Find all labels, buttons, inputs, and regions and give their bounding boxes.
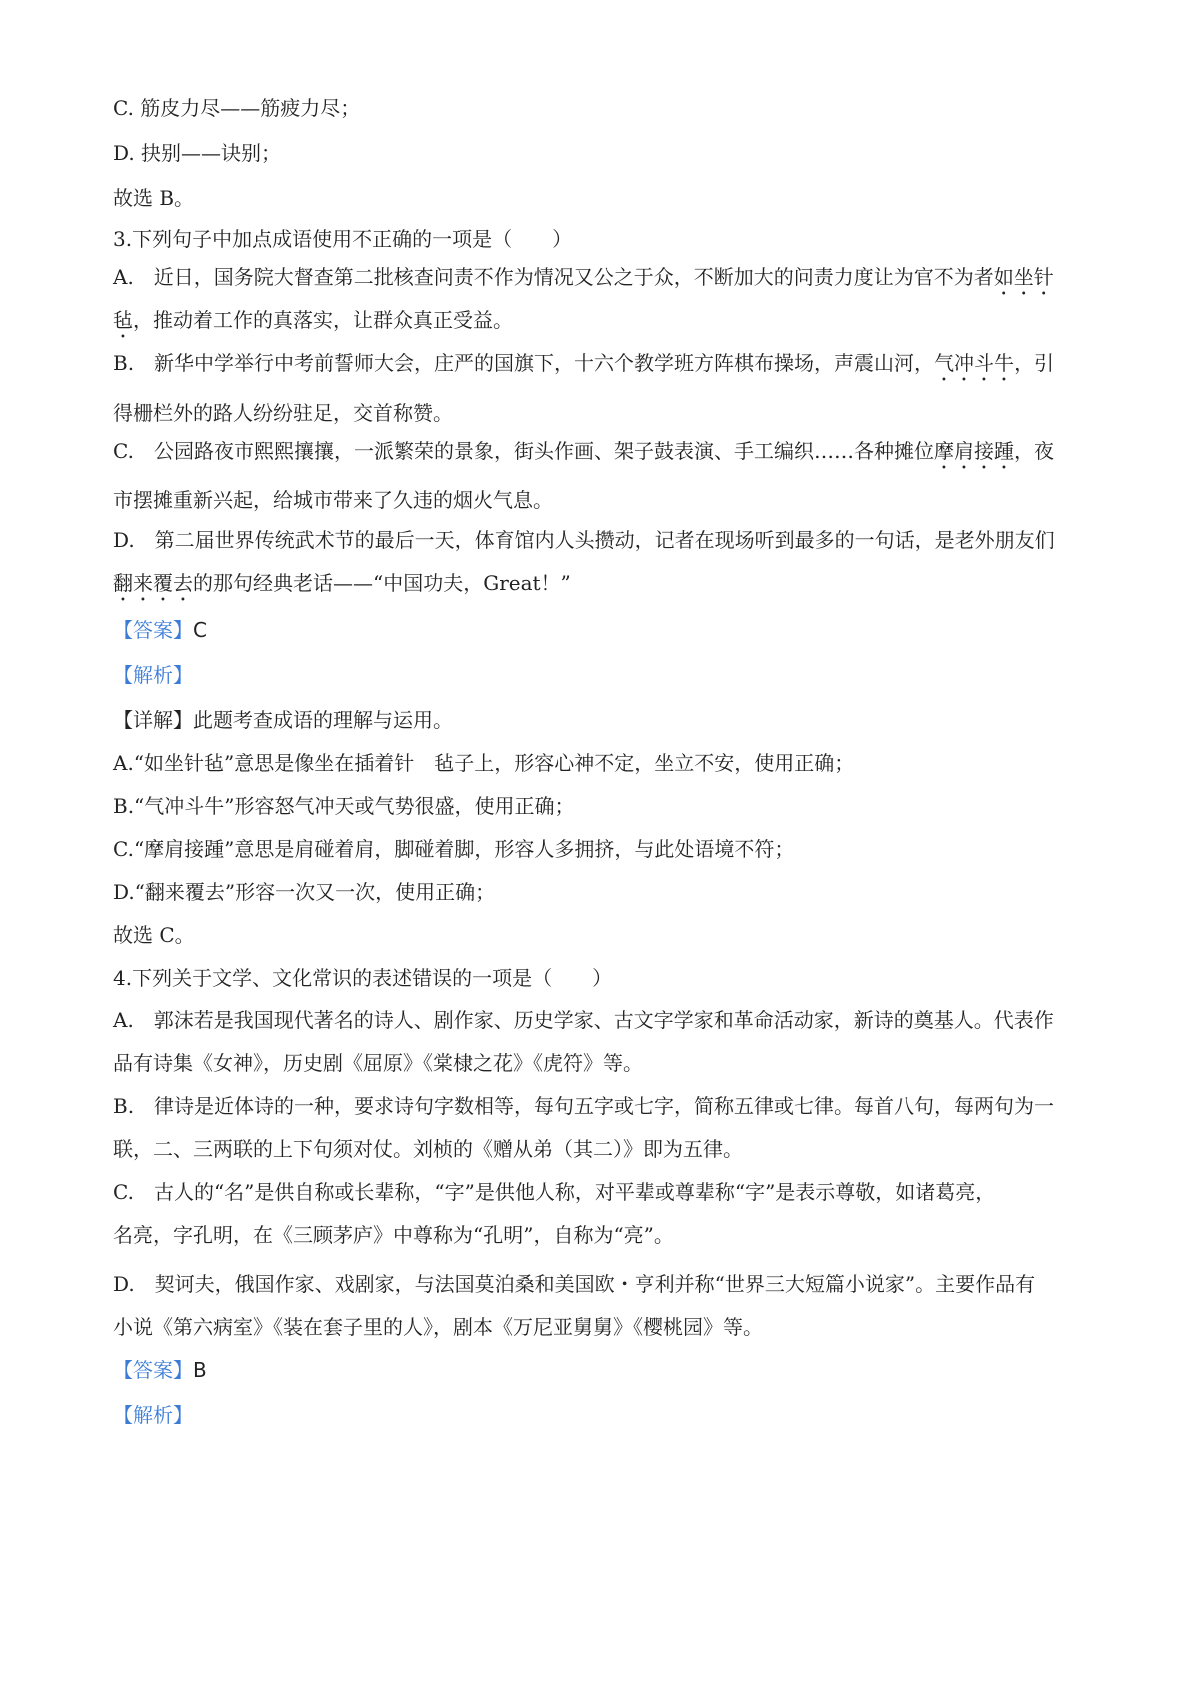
- q4-stem: 4.下列关于文学、文化常识的表述错误的一项是（ ）: [113, 966, 613, 990]
- q3-explain-c: C.“摩肩接踵”意思是肩碰着肩，脚碰着脚，形容人多拥挤，与此处语境不符；: [113, 837, 795, 861]
- q2-option-d: D. 抉别——诀别；: [113, 141, 282, 165]
- answer-tag: 【答案】: [113, 618, 193, 642]
- q3-answer: [113, 615, 1103, 645]
- q3-d-idiom: 翻来覆去: [113, 571, 193, 595]
- q3-option-b-line1: [113, 348, 1103, 386]
- q4-option-b-line1: B. 律诗是近体诗的一种，要求诗句字数相等，每句五字或七字，简称五律或七律。每首八句，每两句为一: [113, 1094, 1055, 1118]
- q3-explain-d: D.“翻来覆去”形容一次又一次，使用正确；: [113, 880, 496, 904]
- q3-conclusion: 故选 C。: [113, 923, 195, 947]
- q3-explain-b: B.“气冲斗牛”形容怒气冲天或气势很盛，使用正确；: [113, 794, 575, 818]
- q3-option-d-line2: [113, 568, 1103, 606]
- q3-detail: 【详解】此题考查成语的理解与运用。: [113, 708, 453, 732]
- q4-option-d-line2: 小说《第六病室》《装在套子里的人》，剧本《万尼亚舅舅》《樱桃园》等。: [113, 1315, 763, 1339]
- q3-option-c-line1: [113, 436, 1103, 474]
- q3-c-text-end: ，夜: [1013, 439, 1054, 463]
- q3-a-text-end: ，推动着工作的真落实，让群众真正受益。: [133, 308, 513, 332]
- q4-option-c-line2: 名亮，字孔明，在《三顾茅庐》中尊称为“孔明”，自称为“亮”。: [113, 1223, 674, 1247]
- q3-option-a-line1: [113, 262, 1103, 300]
- q4-option-d-line1: D. 契诃夫，俄国作家、戏剧家，与法国莫泊桑和美国欧・亨利并称“世界三大短篇小说家”。主要作品有: [113, 1272, 1036, 1296]
- q3-option-b-line2: 得栅栏外的路人纷纷驻足，交首称赞。: [113, 401, 453, 425]
- answer-value: B: [193, 1358, 207, 1382]
- q3-analysis-tag: 【解析】: [113, 663, 193, 687]
- q3-b-text: B. 新华中学举行中考前誓师大会，庄严的国旗下，十六个教学班方阵棋布操场，声震山河，: [113, 351, 935, 375]
- q3-b-idiom: 气冲斗牛: [934, 351, 1015, 375]
- q4-option-a-line1: A. 郭沫若是我国现代著名的诗人、剧作家、历史学家、古文字学家和革命活动家，新诗的奠基人。代表作: [113, 1008, 1054, 1032]
- q4-option-a-line2: 品有诗集《女神》，历史剧《屈原》《棠棣之花》《虎符》等。: [113, 1051, 643, 1075]
- answer-value: C: [193, 618, 207, 642]
- q4-answer: [113, 1355, 1103, 1385]
- q3-stem: 3.下列句子中加点成语使用不正确的一项是（ ）: [113, 227, 573, 251]
- q3-explain-a: A.“如坐针毡”意思是像坐在插着针 毡子上，形容心神不定，坐立不安，使用正确；: [113, 751, 855, 775]
- q3-a-idiom: 如坐针: [993, 265, 1054, 289]
- q2-conclusion: 故选 B。: [113, 186, 195, 210]
- q3-c-idiom: 摩肩接踵: [933, 439, 1014, 463]
- answer-tag: 【答案】: [113, 1358, 193, 1382]
- q4-option-c-line1: C. 古人的“名”是供自称或长辈称，“字”是供他人称，对平辈或尊辈称“字”是表示尊敬，如诸葛亮，: [113, 1180, 996, 1204]
- q3-option-c-line2: 市摆摊重新兴起，给城市带来了久违的烟火气息。: [113, 488, 553, 512]
- q4-option-b-line2: 联，二、三两联的上下句须对仗。刘桢的《赠从弟（其二）》即为五律。: [113, 1137, 743, 1161]
- q2-option-c: C. 筋皮力尽——筋疲力尽；: [113, 96, 361, 120]
- q3-c-text: C. 公园路夜市熙熙攘攘，一派繁荣的景象，街头作画、架子鼓表演、手工编织……各种摊位: [113, 439, 934, 463]
- q3-b-text-end: ，引: [1014, 351, 1055, 375]
- q3-option-a-line2: [113, 305, 1103, 343]
- q3-a-text: A. 近日，国务院大督查第二批核查问责不作为情况又公之于众，不断加大的问责力度让为官不为者: [113, 265, 994, 289]
- q3-option-d-line1: D. 第二届世界传统武术节的最后一天，体育馆内人头攒动，记者在现场听到最多的一句话，是老外朋友们: [113, 528, 1055, 552]
- q3-d-text-end: 的那句经典老话——“中国功夫，Great！”: [193, 571, 571, 595]
- q4-analysis-tag: 【解析】: [113, 1403, 193, 1427]
- q3-a-idiom-end: 毡: [113, 308, 133, 332]
